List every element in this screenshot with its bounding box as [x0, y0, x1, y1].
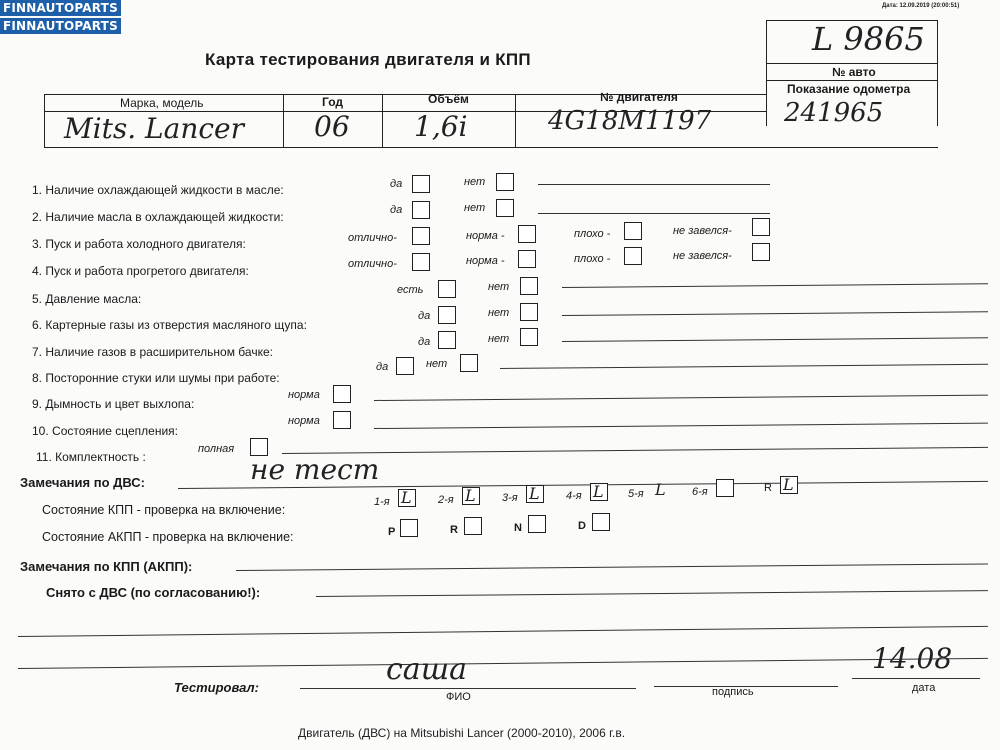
table-col-divider-3 — [515, 94, 516, 147]
removed-line-2 — [18, 626, 988, 637]
q7-notes-line — [562, 337, 988, 342]
make-value: Mits. Lancer — [64, 112, 245, 145]
gear-1-mark: L — [401, 488, 412, 507]
year-value: 06 — [314, 110, 350, 143]
gear-3-checkbox[interactable] — [526, 485, 544, 503]
date-caption: дата — [912, 682, 936, 694]
car-number-box-left — [766, 20, 767, 126]
tested-by-label: Тестировал: — [174, 680, 259, 695]
q5-option-yes-label: есть — [397, 284, 424, 296]
engine-no-label: № двигателя — [600, 90, 678, 104]
question-2: 2. Наличие масла в охлаждающей жидкости: — [32, 210, 284, 224]
gearbox-remarks-line — [236, 563, 988, 571]
date-stamp: Дата: 12.09.2019 (20:00:51) — [882, 3, 960, 9]
question-4: 4. Пуск и работа прогретого двигателя: — [32, 264, 249, 278]
q4-excellent-checkbox[interactable] — [412, 253, 430, 271]
gear-2-mark: L — [465, 486, 476, 505]
gear-5-checkbox[interactable] — [652, 481, 670, 499]
q3-poor-checkbox[interactable] — [624, 222, 642, 240]
q6-yes-checkbox[interactable] — [438, 306, 456, 324]
q5-option-no-label: нет — [488, 281, 510, 293]
q8-option-yes-label: да — [376, 361, 389, 373]
q3-option-no-start-label: не завелся- — [673, 225, 732, 237]
gear-3-label: 3-я — [502, 492, 518, 504]
gearbox-manual-label: Состояние КПП - проверка на включение: — [42, 503, 286, 517]
question-6: 6. Картерные газы из отверстия масляного щупа: — [32, 318, 307, 332]
signature-caption: подпись — [712, 686, 754, 698]
auto-p-label: P — [388, 526, 396, 538]
question-5: 5. Давление масла: — [32, 292, 142, 306]
table-col-divider-2 — [382, 94, 383, 147]
q6-option-no-label: нет — [488, 307, 510, 319]
watermark-logo-2: FINNAUTOPARTS — [0, 18, 121, 34]
q1-no-checkbox[interactable] — [496, 173, 514, 191]
q6-notes-line — [562, 311, 988, 316]
q4-option-normal-label: норма - — [466, 255, 505, 267]
odometer-divider — [766, 80, 938, 81]
gear-5-mark: L — [655, 480, 666, 499]
q11-option-full-label: полная — [198, 443, 235, 455]
image-caption: Двигатель (ДВС) на Mitsubishi Lancer (2000-2010), 2006 г.в. — [298, 726, 626, 740]
q4-poor-checkbox[interactable] — [624, 247, 642, 265]
q10-option-normal-label: норма — [288, 415, 320, 427]
volume-value: 1,6i — [414, 110, 468, 143]
removed-label: Снято с ДВС (по согласованию!): — [46, 585, 261, 600]
q2-no-checkbox[interactable] — [496, 199, 514, 217]
tester-name-caption: ФИО — [446, 691, 471, 703]
table-col-divider-1 — [283, 94, 284, 147]
q4-no-start-checkbox[interactable] — [752, 243, 770, 261]
q11-notes-line — [282, 447, 988, 454]
gear-4-mark: L — [593, 482, 604, 501]
q9-normal-checkbox[interactable] — [333, 385, 351, 403]
test-date: 14.08 — [872, 642, 953, 675]
gear-5-label: 5-я — [628, 488, 644, 500]
q8-yes-checkbox[interactable] — [396, 357, 414, 375]
car-number-box-right — [937, 20, 938, 126]
question-10: 10. Состояние сцепления: — [32, 424, 178, 438]
q8-no-checkbox[interactable] — [460, 354, 478, 372]
auto-r-checkbox[interactable] — [464, 517, 482, 535]
make-label: Марка, модель — [120, 96, 204, 110]
car-number-value: L 9865 — [812, 20, 925, 58]
gear-2-label: 2-я — [438, 494, 454, 506]
year-label: Год — [322, 95, 343, 109]
auto-p-checkbox[interactable] — [400, 519, 418, 537]
question-8: 8. Посторонние стуки или шумы при работе: — [32, 371, 280, 385]
q10-notes-line — [374, 423, 988, 429]
volume-label: Объём — [428, 92, 469, 106]
q4-option-no-start-label: не завелся- — [673, 250, 732, 262]
q1-notes-line — [538, 184, 770, 185]
q3-option-normal-label: норма - — [466, 230, 505, 242]
gearbox-auto-label: Состояние АКПП - проверка на включение: — [42, 530, 294, 544]
q1-yes-checkbox[interactable] — [412, 175, 430, 193]
q4-option-poor-label: плохо - — [574, 253, 611, 265]
date-line — [852, 678, 980, 679]
q5-no-checkbox[interactable] — [520, 277, 538, 295]
tester-name: саша — [386, 652, 467, 687]
q7-option-no-label: нет — [488, 333, 510, 345]
question-9: 9. Дымность и цвет выхлопа: — [32, 397, 195, 411]
gear-r-label: R — [764, 482, 772, 494]
gear-2-checkbox[interactable] — [462, 487, 480, 505]
gear-r-checkbox[interactable] — [780, 476, 798, 494]
gear-6-checkbox[interactable] — [716, 479, 734, 497]
removed-line-3 — [18, 658, 988, 669]
q6-no-checkbox[interactable] — [520, 303, 538, 321]
table-bottom-border — [44, 147, 938, 148]
auto-n-checkbox[interactable] — [528, 515, 546, 533]
gear-1-checkbox[interactable] — [398, 489, 416, 507]
question-1: 1. Наличие охлаждающей жидкости в масле: — [32, 183, 284, 197]
q6-option-yes-label: да — [418, 310, 431, 322]
q1-option-no-label: нет — [464, 176, 486, 188]
table-border-left — [44, 94, 45, 147]
q9-notes-line — [374, 395, 988, 401]
auto-r-label: R — [450, 524, 458, 536]
removed-line-1 — [316, 590, 988, 597]
q3-no-start-checkbox[interactable] — [752, 218, 770, 236]
gear-6-label: 6-я — [692, 486, 708, 498]
engine-remarks-value: не тест — [250, 453, 380, 486]
q2-notes-line — [538, 213, 770, 214]
q8-option-no-label: нет — [426, 358, 448, 370]
q5-yes-checkbox[interactable] — [438, 280, 456, 298]
q2-option-yes-label: да — [390, 204, 403, 216]
q4-option-excellent-label: отлично- — [348, 258, 397, 270]
q3-option-excellent-label: отлично- — [348, 232, 397, 244]
q3-option-poor-label: плохо - — [574, 228, 611, 240]
q4-normal-checkbox[interactable] — [518, 250, 536, 268]
q3-excellent-checkbox[interactable] — [412, 227, 430, 245]
auto-n-label: N — [514, 522, 522, 534]
car-number-divider — [766, 63, 938, 64]
q7-option-yes-label: да — [418, 336, 431, 348]
q2-yes-checkbox[interactable] — [412, 201, 430, 219]
odometer-label: Показание одометра — [787, 82, 911, 96]
gear-1-label: 1-я — [374, 496, 390, 508]
question-11: 11. Комплектность : — [36, 450, 146, 464]
engine-remarks-label: Замечания по ДВС: — [20, 475, 145, 490]
q9-option-normal-label: норма — [288, 389, 320, 401]
watermark-logo-1: FINNAUTOPARTS — [0, 0, 121, 16]
question-7: 7. Наличие газов в расширительном бачке: — [32, 345, 273, 359]
question-3: 3. Пуск и работа холодного двигателя: — [32, 237, 246, 251]
q5-notes-line — [562, 283, 988, 288]
gear-r-mark: L — [783, 475, 794, 494]
tester-name-line — [300, 688, 636, 689]
q3-normal-checkbox[interactable] — [518, 225, 536, 243]
gearbox-remarks-label: Замечания по КПП (АКПП): — [20, 559, 193, 574]
q7-yes-checkbox[interactable] — [438, 331, 456, 349]
q7-no-checkbox[interactable] — [520, 328, 538, 346]
engine-no-value: 4G18M1197 — [548, 106, 712, 136]
q2-option-no-label: нет — [464, 202, 486, 214]
page-title: Карта тестирования двигателя и КПП — [205, 50, 531, 69]
car-number-label: № авто — [832, 65, 876, 79]
q10-normal-checkbox[interactable] — [333, 411, 351, 429]
q8-notes-line — [500, 364, 988, 369]
odometer-value: 241965 — [784, 98, 884, 128]
gear-4-label: 4-я — [566, 490, 582, 502]
gear-4-checkbox[interactable] — [590, 483, 608, 501]
auto-d-checkbox[interactable] — [592, 513, 610, 531]
auto-d-label: D — [578, 520, 586, 532]
q1-option-yes-label: да — [390, 178, 403, 190]
gear-3-mark: L — [529, 484, 540, 503]
